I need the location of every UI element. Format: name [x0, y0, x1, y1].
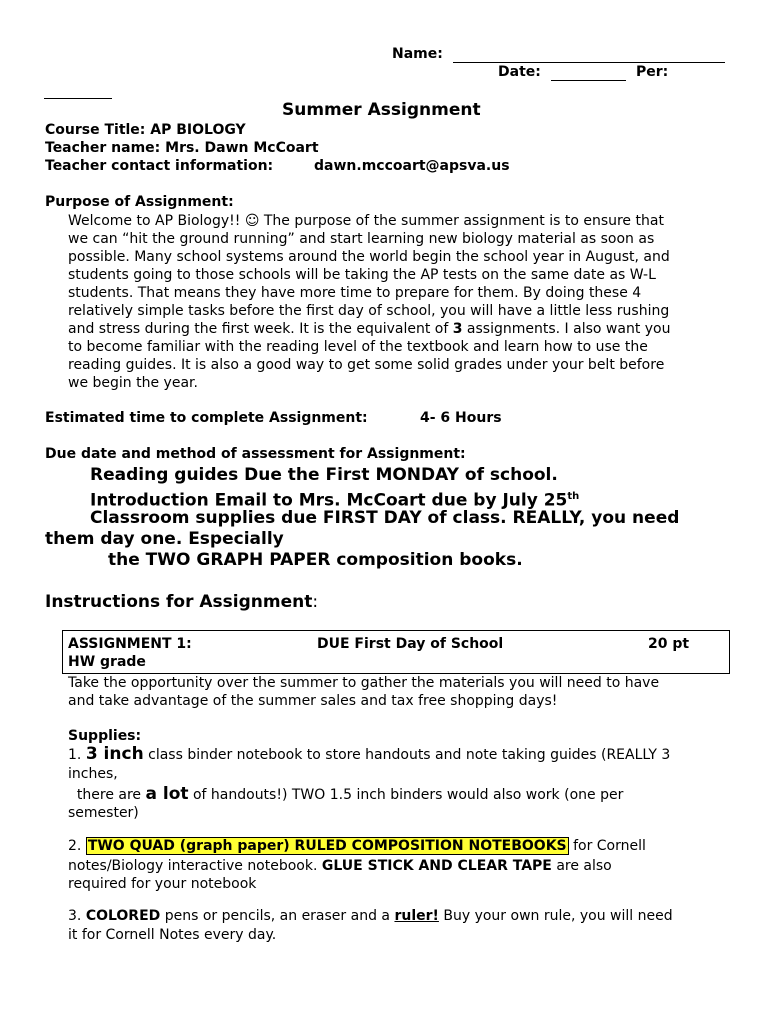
intro-line: Take the opportunity over the summer to gather the materials you will need to have — [68, 675, 660, 691]
supply-item-1: 1. 3 inch class binder notebook to store handouts and note taking guides (REALLY 3 — [68, 744, 671, 764]
supply-item-2-line2: notes/Biology interactive notebook. GLUE STICK AND CLEAR TAPE are also — [68, 858, 612, 874]
highlighted-composition-notebooks: TWO QUAD (graph paper) RULED COMPOSITION NOTEBOOKS — [87, 838, 567, 854]
name-label: Name: — [392, 46, 443, 62]
purpose-line: reading guides. It is also a good way to get some solid grades under your belt before — [68, 357, 665, 373]
assignment-1-intro — [68, 674, 738, 710]
supply-item-1-line2: inches, — [68, 766, 118, 782]
purpose-line: Welcome to AP Biology!! ☺ The purpose of the summer assignment is to ensure that — [68, 213, 664, 229]
purpose-line: students going to those schools will be taking the AP tests on the same date as W-L — [68, 267, 656, 283]
purpose-line: relatively simple tasks before the first day of school, you will have a little less rushing — [68, 303, 670, 319]
date-line — [551, 80, 626, 81]
contact-email: dawn.mccoart@apsva.us — [314, 158, 510, 174]
date-label: Date: — [498, 64, 541, 80]
supply-item-3-line2: it for Cornell Notes every day. — [68, 927, 277, 943]
teacher-name: Teacher name: Mrs. Dawn McCoart — [45, 140, 319, 156]
due-line-email: Introduction Email to Mrs. McCoart due by July 25th — [90, 490, 580, 511]
contact-label: Teacher contact information: — [45, 158, 274, 174]
per-line — [44, 98, 112, 99]
supply-item-2-line3: required for your notebook — [68, 876, 257, 892]
purpose-heading: Purpose of Assignment: — [45, 194, 234, 210]
estimated-value: 4- 6 Hours — [420, 410, 502, 426]
supplies-heading: Supplies: — [68, 728, 142, 744]
instructions-heading: Instructions for Assignment: — [45, 592, 319, 612]
per-label: Per: — [636, 64, 669, 80]
due-heading: Due date and method of assessment for Assignment: — [45, 446, 466, 462]
assignment-1-due: DUE First Day of School — [317, 636, 504, 652]
purpose-line: to become familiar with the reading level of the textbook and learn how to use the — [68, 339, 648, 355]
intro-line: and take advantage of the summer sales and tax free shopping days! — [68, 693, 558, 709]
supply-item-2: 2. TWO QUAD (graph paper) RULED COMPOSITION NOTEBOOKS for Cornell — [68, 838, 646, 854]
assignment-1-points: 20 pt — [648, 636, 690, 652]
course-title: Course Title: AP BIOLOGY — [45, 122, 246, 138]
supply-item-1-line4: semester) — [68, 805, 139, 821]
supply-item-3: 3. COLORED pens or pencils, an eraser and a ruler! Buy your own rule, you will need — [68, 908, 673, 924]
purpose-line: we can “hit the ground running” and start learning new biology material as soon as — [68, 231, 655, 247]
purpose-line: and stress during the first week. It is the equivalent of 3 assignments. I also want you — [68, 321, 671, 337]
supply-item-1-line3: there are a lot of handouts!) TWO 1.5 inch binders would also work (one per — [68, 784, 624, 804]
purpose-line: we begin the year. — [68, 375, 198, 391]
estimated-label: Estimated time to complete Assignment: — [45, 410, 368, 426]
due-line-day-one: them day one. Especially — [45, 529, 284, 549]
page-title: Summer Assignment — [282, 100, 481, 120]
purpose-line: possible. Many school systems around the world begin the school year in August, and — [68, 249, 670, 265]
due-line-reading-guides: Reading guides Due the First MONDAY of school. — [90, 465, 558, 485]
purpose-line: students. That means they have more time to prepare for them. By doing these 4 — [68, 285, 642, 301]
name-line — [453, 62, 725, 63]
purpose-paragraph — [68, 212, 738, 392]
due-line-supplies: Classroom supplies due FIRST DAY of class. REALLY, you need — [90, 508, 680, 528]
assignment-1-label: ASSIGNMENT 1: — [68, 636, 192, 652]
assignment-1-grade: HW grade — [68, 654, 146, 670]
due-line-graph-paper: the TWO GRAPH PAPER composition books. — [108, 550, 523, 570]
